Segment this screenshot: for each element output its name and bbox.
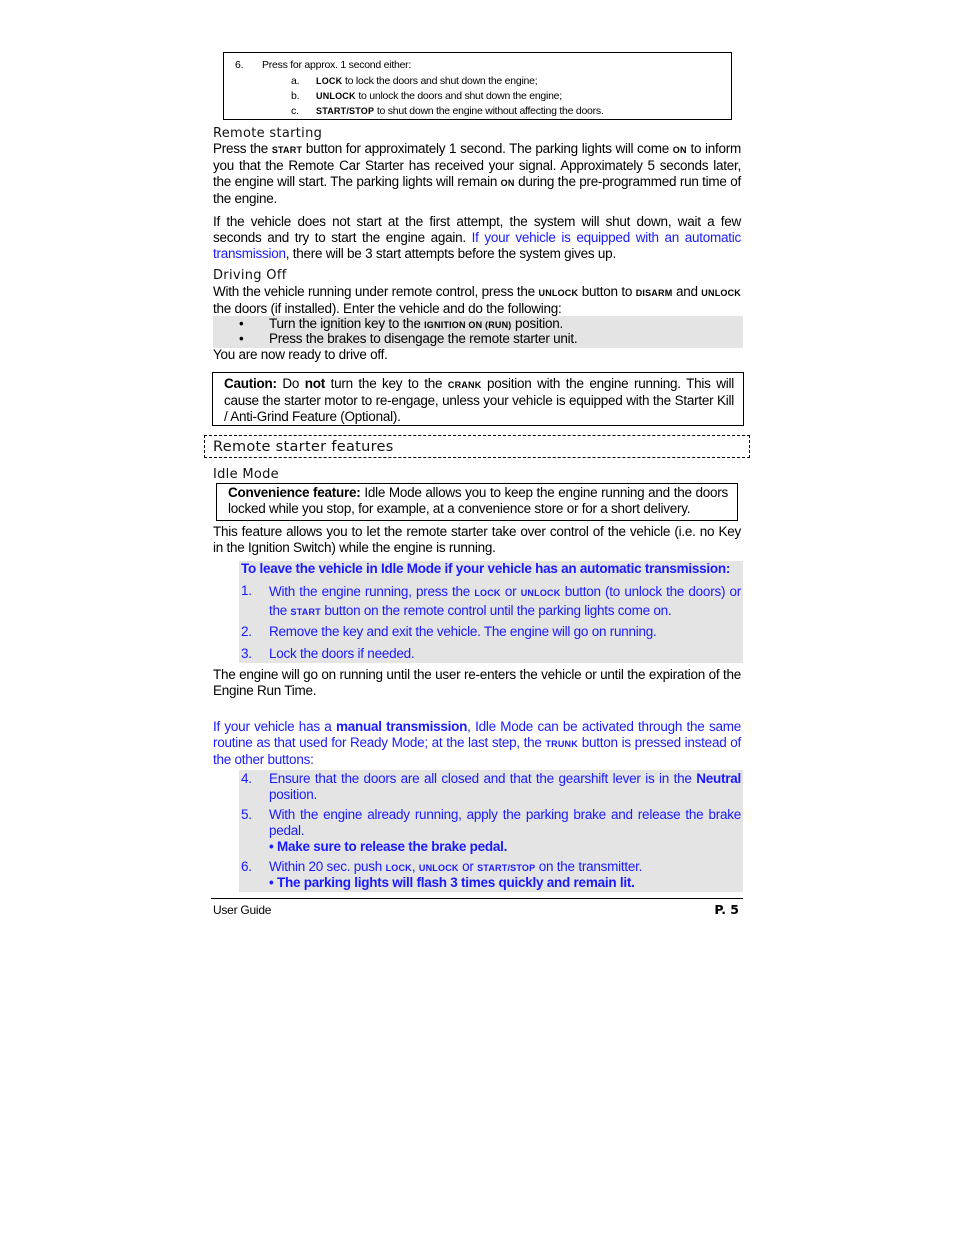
caution-label: Caution: [224,376,277,391]
footer-title: User Guide [213,903,272,917]
option-letter: c. [291,105,299,117]
option-text: to unlock the doors and shut down the engine; [355,90,562,102]
text: The parking lights will flash 3 times quickly and remain lit. [276,875,635,890]
option-b [291,89,721,105]
key-start: START [271,145,303,155]
automatic-steps-panel [239,561,743,663]
option-letter: a. [291,75,300,87]
automatic-steps-heading: To leave the vehicle in Idle Mode if your vehicle has an automatic transmission: [241,561,731,576]
ready-text: You are now ready to drive off. [213,347,388,362]
idle-mode-paragraph-1: This feature allows you to let the remote starter take over control of the vehicle (i.e. no Key in the Ignition Switch) while the engine is running. [213,524,741,555]
manual-steps-panel [239,770,743,892]
step-3: Lock the doors if needed. [269,646,415,661]
text: position. [511,316,564,331]
text: button (to unlock the doors) or the [269,584,741,618]
text: button to [578,284,636,299]
key-disarm: DISARM [635,288,673,298]
text: Idle Mode allows you to keep the engine running and the doors locked while you stop, for example, at a convenience store or for a short delivery. [228,485,728,516]
manual-transmission-emphasis: manual transmission [335,719,468,734]
step-number: 5. [241,807,252,822]
bullet-dot: • [269,875,277,890]
page-number: P. 5 [714,902,739,917]
key-unlock: UNLOCK [316,91,356,101]
key-unlock: UNLOCK [538,288,579,298]
idle-mode-paragraph-2: The engine will go on running until the user re-enters the vehicle or until the expiration of the Engine Run Time. [213,667,741,698]
heading-driving-off: Driving Off [213,268,287,283]
text: button on the remote control until the parking lights come on. [320,603,672,618]
key-trunk: TRUNK [545,739,578,749]
text: or [500,584,521,599]
text: Ensure that the doors are all closed and that the gearshift lever is in the [269,771,697,786]
previous-step-box [223,52,732,120]
text: on the transmitter. [535,859,643,874]
text: Do [276,376,305,391]
text: position. [269,787,318,802]
remote-starting-paragraph-2 [213,214,741,262]
step-number: 6. [235,59,244,71]
step-6-bullet [269,875,741,891]
key-start-stop: START/STOP [316,106,375,116]
automatic-transmission-note: If your vehicle is equipped with an automatic transmission [213,230,741,261]
footer-rule [211,898,743,899]
text: If your vehicle has a [213,719,336,734]
text: Within 20 sec. push [269,859,386,874]
option-a [291,74,721,90]
text: With the engine running, press the [269,584,475,599]
text: the doors (if installed). Enter the vehicle and do the following: [213,301,562,316]
text: button for approximately 1 second. The parking lights will come [302,141,673,156]
text: With the vehicle running under remote control, press the [213,284,539,299]
key-on: ON [500,178,515,188]
text: and [672,284,702,299]
text: during the pre-programmed run time of the engine. [213,174,741,206]
step-4 [269,771,741,803]
text: Press the [213,141,272,156]
key-unlock: UNLOCK [520,588,561,598]
step-number: 2. [241,624,252,639]
step-text: Press for approx. 1 second either: [262,59,412,71]
option-text: to shut down the engine without affecting the doors. [374,105,604,117]
text: Make sure to release the brake pedal. [276,839,508,854]
text: position with the engine running. This will cause the starter motor to re-engage, unless your vehicle is equipped with the Starter Kill / Anti-Grind Feature (Optional). [224,376,734,424]
heading-remote-starter-features: Remote starter features [213,439,394,455]
key-ignition-on: IGNITION ON (RUN) [424,320,512,330]
bullet-brakes: Press the brakes to disengage the remote starter unit. [269,331,578,346]
key-on: ON [672,145,687,155]
key-lock: LOCK [385,863,412,873]
bullet-dot: • [269,839,277,854]
text: to inform you that the Remote Car Starter has received your signal. Approximately 5 seconds later, the engine will start. The parking lights will remain [213,141,741,189]
heading-remote-starting: Remote starting [213,126,323,141]
text: , there will be 3 start attempts before the system gives up. [285,246,616,261]
step-6 [235,58,715,74]
option-letter: b. [291,90,300,102]
emphasis-not: not [304,376,325,391]
remote-starting-paragraph-1 [213,141,741,207]
text: button is pressed instead of the other buttons: [213,735,742,767]
step-1 [269,583,741,621]
step-5-bullet [269,839,741,855]
step-6 [269,859,741,876]
key-start: START [290,607,321,617]
text: or [458,859,478,874]
step-number: 1. [241,583,252,598]
step-number: 4. [241,771,252,786]
step-5: With the engine already running, apply the parking brake and release the brake pedal. [269,807,741,838]
step-number: 6. [241,859,252,874]
key-unlock: UNLOCK [701,288,741,298]
text: , [411,859,419,874]
convenience-label: Convenience feature: [228,485,361,500]
driving-off-paragraph [213,284,741,317]
step-number: 3. [241,646,252,661]
neutral-emphasis: Neutral [696,771,741,786]
heading-idle-mode: Idle Mode [213,467,279,482]
driving-off-bullets [213,316,743,348]
option-text: to lock the doors and shut down the engine; [342,75,538,87]
features-heading-box [204,435,750,458]
manual-transmission-paragraph [213,719,741,768]
convenience-text [228,485,728,517]
caution-text [224,376,734,425]
text: turn the key to the [324,376,448,391]
key-lock: LOCK [474,588,501,598]
step-2: Remove the key and exit the vehicle. The engine will go on running. [269,624,657,639]
convenience-box [216,483,738,521]
option-c [291,104,721,120]
key-unlock: UNLOCK [418,863,459,873]
bullet-dot: • [239,316,244,331]
text: If the vehicle does not start at the first attempt, the system will shut down, wait a few seconds and try to start the engine again. [213,214,741,245]
text: Turn the ignition key to the [269,316,425,331]
key-crank: CRANK [447,380,482,390]
bullet-dot: • [239,331,244,346]
caution-box [212,372,744,426]
key-lock: LOCK [316,76,343,86]
text: , Idle Mode can be activated through the same routine as that used for Ready Mode; at the last step, the [213,719,741,750]
key-start-stop: START/STOP [477,863,536,873]
